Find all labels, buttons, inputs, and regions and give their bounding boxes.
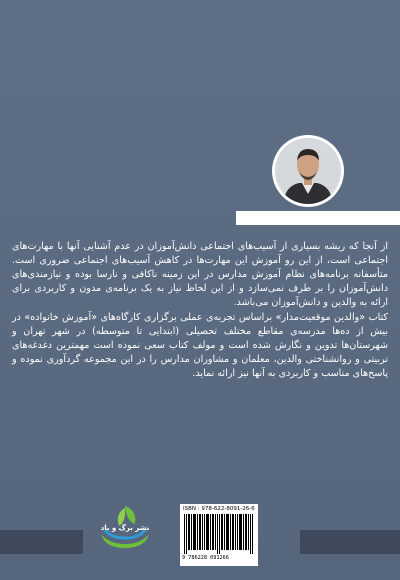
publisher-name: نشر برگ و باد xyxy=(100,524,150,532)
author-portrait-icon xyxy=(275,138,341,204)
description-paragraph-1: از آنجا که ریشه بسیاری از آسیب‌های اجتماعی دانش‌آموزان در عدم آشنایی آنها با مهارت‌های اجتماعی است، از این رو آموزش این مهارت‌ها در کاهش آسیب‌های اجتماعی ضروری است. متأسفانه برنامه‌های نظام آموزش مدارس در این زمینه ناکافی و نارسا بوده و نیازمندی‌های دانش‌آموزان را بر طرف نمی‌سازد و از این لحاظ نیاز به یک برنامه‌ی مدون و کاربردی برای ارائه به والدین و دانش‌آموزان می‌باشد. xyxy=(12,241,388,308)
description-text xyxy=(12,240,388,382)
bottom-left-bar xyxy=(0,530,83,554)
barcode-panel xyxy=(180,504,258,566)
bottom-right-bar xyxy=(300,530,400,554)
barcode-icon xyxy=(184,514,254,554)
isbn-label: ISBN : 978-622-8091-26-6 xyxy=(183,506,255,512)
publisher-logo xyxy=(95,500,155,560)
author-portrait xyxy=(275,138,341,204)
description-paragraph-2: کتاب «والدین موقعیت‌مدار» براساس تجربه‌ی عملی برگزاری کارگاه‌های «آموزش خانواده» در بیش از ده‌ها مدرسه‌ی مقاطع مختلف تحصیلی (ابتدایی تا متوسطه) در شهر تهران و شهرستان‌ها تدوین و نگارش شده است و مولف کتاب سعی نموده است مهمترین دغدغه‌های تربیتی و روانشناختی والدین، معلمان و مشاوران مدارس را در این مجموعه گردآوری نموده و پاسخ‌های مناسب و کاربردی به آنها نیز ارائه نماید. xyxy=(12,312,388,379)
white-band xyxy=(236,211,400,225)
author-photo-frame xyxy=(272,135,344,207)
barcode-digits: 9 786228 091266 xyxy=(182,555,229,561)
